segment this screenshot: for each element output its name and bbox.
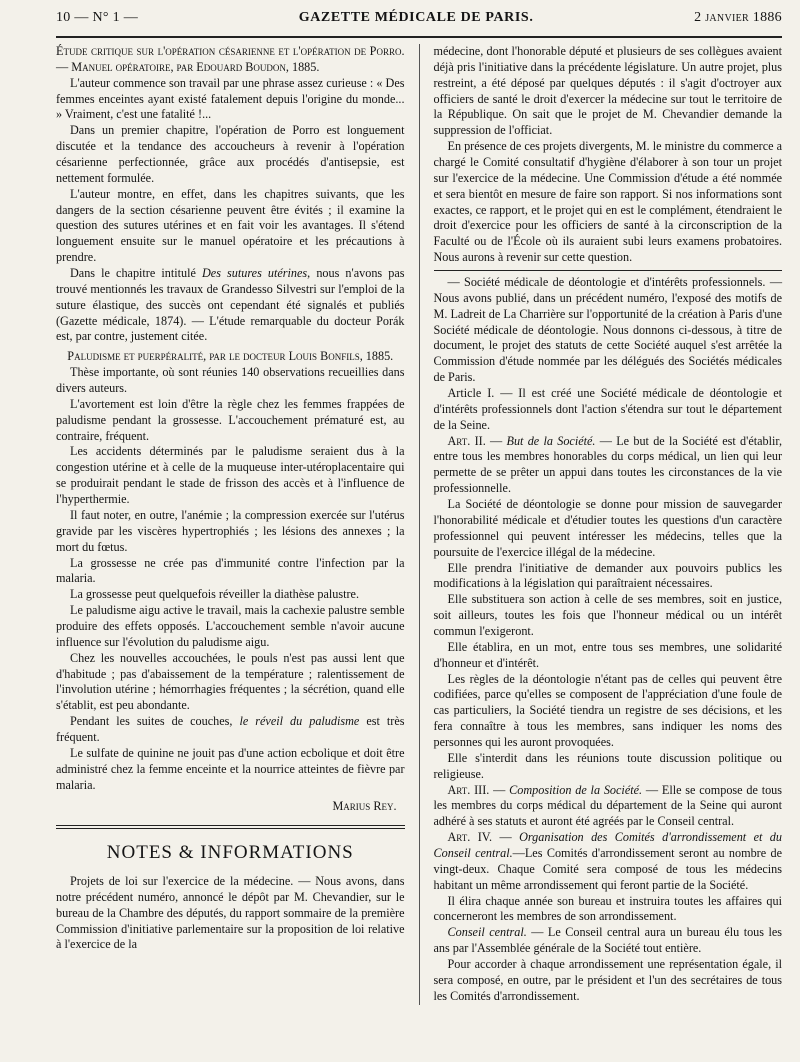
article: Art. IV. — Organisation des Comités d'arrondissement et du Conseil central.—Les Comités d'arrondissement seront au nombre de vingt-deux. Chaque Comité sera composé de tous les médecins habitant un même arrondissement qui feront partie de la Société.: [433, 830, 783, 892]
article: Art. III. — Composition de la Société. — Elle se compose de tous les membres du corps médical du département de la Seine qui auront adhéré à ses statuts et auront été agréés par le Conseil central.: [433, 782, 783, 829]
paragraph: médecine, dont l'honorable député et plusieurs de ses collègues avaient déjà pris l'initiative dans la précédente législature. Un autre projet, plus restreint, a été déposé par quelques députés : il s'agit d'octroyer aux officiers de santé le droit d'exercer la médecine sur tout le territoire de la République. On sait que le projet de M. Chevandier demande la suppression de l'officiat.: [433, 44, 783, 138]
paragraph: Le sulfate de quinine ne jouit pas d'une action ecbolique et doit être administré chez la femme enceinte et la nourrice atteintes de fièvre par malaria.: [56, 745, 405, 792]
paragraph: Elle établira, en un mot, entre tous ses membres, une solidarité d'honneur et d'intérêt.: [433, 639, 783, 670]
paragraph: Dans un premier chapitre, l'opération de Porro est longuement discutée et la tendance des accoucheurs à revenir à l'opération césarienne perfectionnée, grâce aux procédés d'antisepsie, est nettement formulée.: [56, 123, 405, 185]
page-number: 10 — N° 1 —: [56, 10, 139, 25]
two-column-body: [56, 44, 782, 1005]
paragraph: Les accidents déterminés par le paludisme seraient dus à la congestion utérine et à celle de la muqueuse inter-utéroplacentaire qui se produirait pendant le stade de frisson des accès et à l'influence de l'hyperthermie.: [56, 444, 405, 507]
issue-date: 2 janvier 1886: [694, 10, 782, 25]
paragraph: Elle s'interdit dans les réunions toute discussion politique ou religieuse.: [433, 750, 783, 781]
paragraph: Les règles de la déontologie n'étant pas de celles qui peuvent être codifiées, parce qu'elles se composent de l'appréciation d'une foule de cas particuliers, la Société tiendra un registre de ses décisions, et les fera connaître à tous les membres, sans indiquer les noms des personnes qui les auront provoquées.: [433, 671, 783, 749]
running-header: [56, 10, 782, 34]
paragraph: La grossesse ne crée pas d'immunité contre l'infection par la malaria.: [56, 555, 405, 586]
paragraph: L'avortement est loin d'être la règle chez les femmes frappées de paludisme pendant la grossesse. L'accouchement prématuré est, au contraire, fréquent.: [56, 396, 405, 443]
item-divider: [434, 270, 783, 271]
paragraph: Il élira chaque année son bureau et instruira toutes les affaires qui concerneront les membres de son arrondissement.: [433, 893, 783, 924]
italic-title: Des sutures utérines: [202, 266, 308, 281]
column-divider: [419, 44, 420, 1005]
paragraph: La grossesse peut quelquefois réveiller la diathèse palustre.: [70, 587, 360, 602]
review-heading-bonfils: Paludisme et puerpéralité, par le docteur Louis Bonfils, 1885.: [67, 349, 394, 364]
paragraph: Pendant les suites de couches, le réveil du paludisme est très fréquent.: [56, 714, 405, 744]
paragraph: Il faut noter, en outre, l'anémie ; la compression exercée sur l'utérus gravide par les viscères hypertrophiés ; les lésions des annexes ; la mort du fœtus.: [56, 507, 405, 554]
header-rule: [56, 36, 782, 38]
paragraph: — Société médicale de déontologie et d'intérêts professionnels. — Nous avons publié, dans un précédent numéro, l'exposé des motifs de M. Ladreit de La Charrière sur l'opportunité de la création à Paris d'une Société médicale de déontologie. Nous donnons ci-dessous, à titre de document, le projet des statuts de cette Société auquel s'est arrêtée la Commission d'étude nommée par les délégués des Sociétés médicales de Paris.: [433, 275, 783, 385]
paragraph: La Société de déontologie se donne pour mission de sauvegarder l'honorabilité médicale et d'étudier toutes les questions d'un caractère professionnel qui peuvent intéresser les médecins, telles que la poursuite de l'exercice illégal de la médecine.: [433, 497, 783, 559]
paragraph: Elle substituera son action à celle de ses membres, soit en justice, soit ailleurs, toutes les fois que l'honneur médical ou un intérêt commun l'exigeront.: [433, 592, 783, 638]
paragraph: Conseil central. — Le Conseil central aura un bureau élu tous les ans par l'Assemblée générale de la Société tout entière.: [433, 925, 783, 956]
paragraph: Dans le chapitre intitulé Des sutures utérines, nous n'avons pas trouvé mentionnés les travaux de Grandesso Silvestri sur l'emploi de la suture élastique, des succès ont cependant été signalés et publiés (Gazette médicale, 1874). — L'étude remarquable du docteur Porák est, par contre, justement citée.: [56, 266, 405, 344]
right-column: [434, 44, 783, 1005]
review-heading-boudon: Étude critique sur l'opération césarienne et l'opération de Porro. — Manuel opératoire, par Edouard Boudon, 1885.: [56, 44, 405, 74]
paragraph: Chez les nouvelles accouchées, le pouls n'est pas aussi lent que d'habitude ; pas d'abaissement de la température ; ralentissement de l'involution utérine ; hémorrhagies fréquentes ; la sécrétion, quand elle s'établit, est peu abondante.: [56, 650, 405, 713]
left-column: [56, 44, 405, 1005]
section-title: NOTES & INFORMATIONS: [106, 842, 354, 864]
article: Article I. — Il est créé une Société médicale de déontologie et d'intérêts professionnels dont l'action s'étendra sur tout le département de la Seine.: [433, 386, 783, 432]
paragraph: Elle prendra l'initiative de demander aux pouvoirs publics les modifications à la législation qui paraîtraient nécessaires.: [433, 560, 783, 591]
paragraph: En présence de ces projets divergents, M. le ministre du commerce a chargé le Comité consultatif d'hygiène d'élaborer à son tour un projet sur l'exercice de la médecine. Une Commission d'étude a été nommée et sera bientôt en mesure de faire son rapport. Si nos informations sont exactes, ce rapport, et le projet qui en est le complément, étendraient le droit d'exercice pour les officiers de santé à la circonscription de la Faculté ou de l'École où ils auraient subi leurs examens probatoires. Nous aurons à revenir sur cette question.: [433, 139, 783, 265]
section-divider: [56, 825, 405, 829]
author-signature: Marius Rey.: [332, 799, 397, 814]
paragraph: Pour accorder à chaque arrondissement une représentation égale, il sera composé, en outre, par le président et l'un des secrétaires de tous les Comités d'arrondissement.: [433, 956, 783, 1003]
paragraph: Thèse importante, où sont réunies 140 observations recueillies dans divers auteurs.: [56, 365, 405, 396]
paragraph: L'auteur commence son travail par une phrase assez curieuse : « Des femmes enceintes ayant existé fatalement depuis l'origine du monde... » Vraiment, c'est une fatalité !...: [56, 75, 405, 122]
paragraph: Le paludisme aigu active le travail, mais la cachexie palustre semble produire des effets opposés. L'accouchement semble n'avoir aucune influence sur l'évolution du paludisme aigu.: [56, 603, 405, 649]
journal-title: GAZETTE MÉDICALE DE PARIS.: [298, 10, 534, 25]
article: Art. II. — But de la Société. — Le but de la Société est d'établir, entre tous les membres honorables du corps médical, un lien qui leur permette de se prêter un appui dans toutes les circonstances de la vie professionnelle.: [433, 433, 783, 496]
paragraph: L'auteur montre, en effet, dans les chapitres suivants, que les dangers de la section césarienne peuvent être évités ; il examine la question des sutures utérines et en fait voir les avantages. Il s'étend longuement ensuite sur le manuel opératoire et les précautions à prendre.: [56, 186, 405, 265]
paragraph: Projets de loi sur l'exercice de la médecine. — Nous avons, dans notre précédent numéro, annoncé le dépôt par M. Chevandier, sur le bureau de la Chambre des députés, du rapport sommaire de la première Commission d'initiative parlementaire sur la proposition de loi relative à l'exercice de la: [56, 873, 405, 952]
